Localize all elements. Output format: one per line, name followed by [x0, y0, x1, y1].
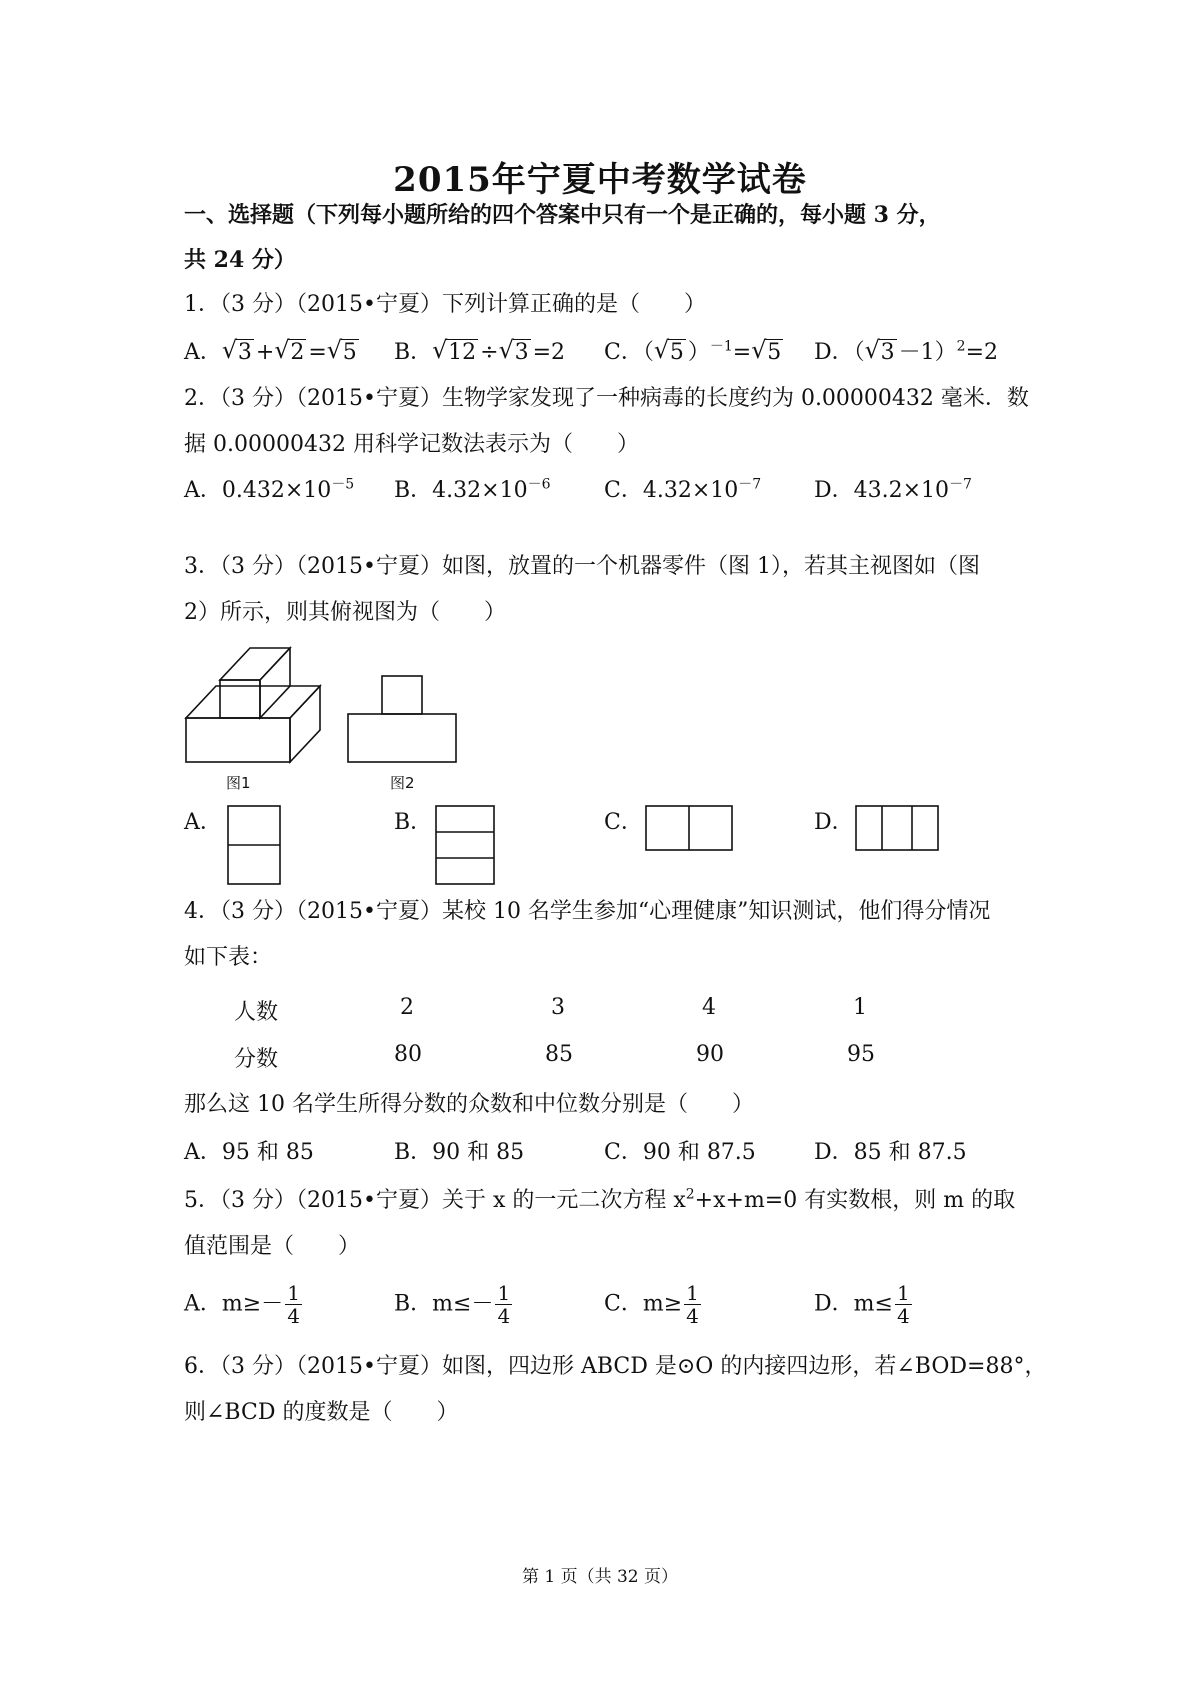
table-cell: 4 — [702, 995, 716, 1020]
table-cell: 95 — [847, 1042, 875, 1067]
sqrt-sign: √ 3 — [498, 336, 529, 365]
q3-option-a-figure[interactable] — [226, 804, 286, 888]
q4-stem-line2: 如下表： — [184, 945, 273, 970]
section-heading-line2: 共 24 分） — [184, 247, 296, 273]
page-footer: 第 1 页（共 32 页） — [521, 1567, 679, 1587]
q1-stem: 1．（3 分）（2015•宁夏）下列计算正确的是（ ） — [184, 292, 706, 317]
q1-option-d[interactable]: D．（ √ 3 －1）$^2$=2 — [814, 338, 998, 368]
q1-option-a[interactable]: A． √ 3 + √ 2 = √ 5 — [184, 338, 361, 368]
q5-stem-line1: 5．（3 分）（2015•宁夏）关于 x 的一元二次方程 $x^2+x+m=0$ 有实数根，则 m 的取 — [184, 1186, 1016, 1213]
q5-stem-line2: 值范围是（ ） — [184, 1234, 361, 1259]
q5-option-a[interactable]: A．m≥－ $\frac{1}{4}$ — [184, 1281, 300, 1328]
q5-option-c[interactable]: C．m≥ $\frac{1}{4}$ — [604, 1281, 699, 1328]
table-cell: 80 — [394, 1042, 422, 1067]
table-cell: 3 — [551, 995, 565, 1020]
q2-stem-line1: 2．（3 分）（2015•宁夏）生物学家发现了一种病毒的长度约为 0.00000432 毫米．数 — [184, 386, 1029, 411]
q5-option-d[interactable]: D．m≤ $\frac{1}{4}$ — [814, 1281, 910, 1328]
table-cell: 1 — [853, 995, 867, 1020]
q3-option-b-label[interactable]: B． — [394, 810, 433, 835]
fraction: $\frac{1}{4}$ — [686, 1281, 699, 1328]
q2-option-b[interactable]: B．$4.32\times 10^{-6}$ — [394, 476, 551, 503]
q3-stem-line1: 3．（3 分）（2015•宁夏）如图，放置的一个机器零件（图 1），若其主视图如（图 — [184, 554, 980, 579]
sqrt-sign: √ 5 — [751, 336, 782, 365]
fraction: $\frac{1}{4}$ — [896, 1281, 910, 1328]
q2-stem-line2: 据 0.00000432 用科学记数法表示为（ ） — [184, 432, 639, 457]
q5-option-b[interactable]: B．m≤－ $\frac{1}{4}$ — [394, 1281, 511, 1328]
q1-option-c[interactable]: C．（ √ 5 ）$^{-1}$= √ 5 — [604, 338, 785, 368]
table-row-header: 分数 — [234, 1047, 279, 1072]
fraction: $\frac{1}{4}$ — [497, 1281, 511, 1328]
sqrt-sign: √ 2 — [274, 336, 305, 365]
figure-2-caption: 图2 — [390, 774, 415, 792]
q3-option-b-figure[interactable] — [434, 804, 498, 888]
fraction: $\frac{1}{4}$ — [287, 1281, 300, 1328]
figure-1-machine-part — [184, 640, 334, 770]
q6-stem-line1: 6．（3 分）（2015•宁夏）如图，四边形 ABCD 是⊙O 的内接四边形，若∠BOD=88°， — [184, 1354, 1047, 1379]
sqrt-sign: √ 5 — [326, 336, 357, 365]
sqrt-sign: √ 12 — [432, 336, 477, 365]
sqrt-sign: √ 3 — [864, 336, 895, 365]
figure-1-caption: 图1 — [226, 774, 251, 792]
q3-option-a-label[interactable]: A． — [184, 810, 222, 835]
q1-option-b[interactable]: B． √ 12 ÷ √ 3 =2 — [394, 338, 565, 368]
q3-option-d-label[interactable]: D． — [814, 810, 854, 835]
q4-stem-line1: 4．（3 分）（2015•宁夏）某校 10 名学生参加“心理健康”知识测试，他们得分情况 — [184, 899, 991, 924]
page-title: 2015年宁夏中考数学试卷 — [393, 160, 807, 200]
q3-option-c-figure[interactable] — [644, 804, 736, 854]
q4-option-a[interactable]: A．95 和 85 — [184, 1140, 314, 1165]
table-cell: 2 — [400, 995, 414, 1020]
q4-option-b[interactable]: B．90 和 85 — [394, 1140, 525, 1165]
q4-option-d[interactable]: D．85 和 87.5 — [814, 1140, 967, 1165]
sqrt-sign: √ 5 — [653, 336, 684, 365]
q2-option-a[interactable]: A．$0.432\times 10^{-5}$ — [184, 476, 355, 503]
table-row-header: 人数 — [234, 1000, 279, 1025]
table-cell: 90 — [696, 1042, 724, 1067]
q3-stem-line2: 2）所示，则其俯视图为（ ） — [184, 600, 506, 625]
q3-option-d-figure[interactable] — [854, 804, 942, 854]
q4-option-c[interactable]: C．90 和 87.5 — [604, 1140, 756, 1165]
q2-option-c[interactable]: C．$4.32\times 10^{-7}$ — [604, 476, 762, 503]
q4-stem-line3: 那么这 10 名学生所得分数的众数和中位数分别是（ ） — [184, 1092, 754, 1117]
q3-option-c-label[interactable]: C． — [604, 810, 643, 835]
section-heading-line1: 一、选择题（下列每小题所给的四个答案中只有一个是正确的，每小题 3 分， — [184, 202, 941, 228]
table-cell: 85 — [545, 1042, 573, 1067]
sqrt-sign: √ 3 — [221, 336, 252, 365]
q6-stem-line2: 则∠BCD 的度数是（ ） — [184, 1400, 459, 1425]
q2-option-d[interactable]: D．$43.2\times 10^{-7}$ — [814, 476, 972, 503]
